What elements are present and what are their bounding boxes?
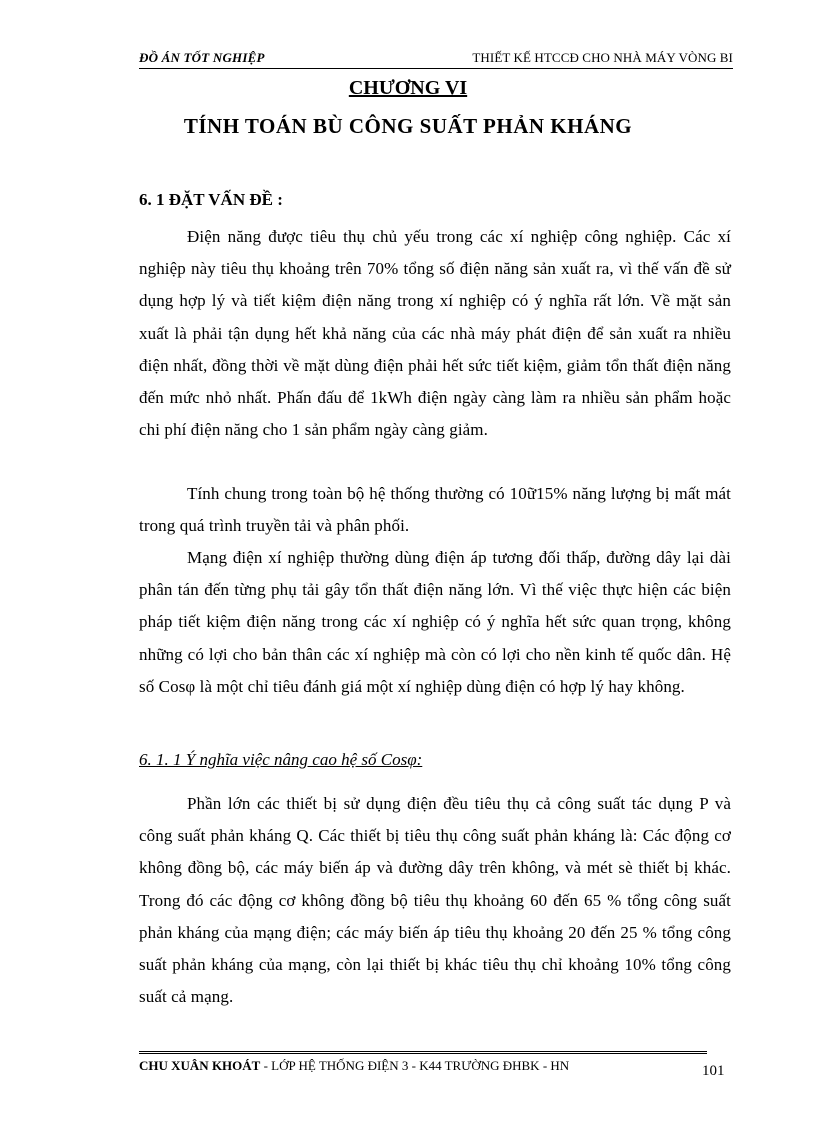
paragraph-3: Mạng điện xí nghiệp thường dùng điện áp tương đối thấp, đường dây lại dài phân tán đến từng phụ tải gây tổn thất điện năng lớn. Vì thế việc thực hiện các biện pháp tiết kiệm điện năng trong các xí nghiệp có ý nghĩa hết sức quan trọng, không những có lợi cho bản thân các xí nghiệp mà còn có lợi cho nền kinh tế quốc dân. Hệ số Cosφ là một chỉ tiêu đánh giá một xí nghiệp dùng điện có hợp lý hay không.: [139, 548, 731, 696]
paragraph-4: Phần lớn các thiết bị sử dụng điện đều tiêu thụ cả công suất tác dụng P và công suất phản kháng Q. Các thiết bị tiêu thụ công suất phản kháng là: Các động cơ không đồng bộ, các máy biến áp và đường dây trên không, và mét sè thiết bị khác. Trong đó các động cơ không đồng bộ tiêu thụ khoảng 60 đến 65 % tổng công suất phản kháng của mạng điện; các máy biến áp tiêu thụ khoảng 20 đến 25 % tổng công suất phản kháng của mạng, còn lại thiết bị khác tiêu thụ chỉ khoảng 10% tổng công suất cả mạng.: [139, 794, 731, 1007]
page-header: [139, 48, 733, 69]
header-left-title: ĐỒ ÁN TỐT NGHIỆP: [139, 50, 265, 65]
footer-author: CHU XUÂN KHOÁT: [139, 1058, 261, 1073]
page-number: 101: [702, 1063, 725, 1079]
section-heading: 6. 1 ĐẶT VẤN ĐỀ :: [139, 190, 283, 209]
header-right-title: THIẾT KẾ HTCCĐ CHO NHÀ MÁY VÒNG BI: [472, 50, 733, 65]
footer-info: - LỚP HỆ THỐNG ĐIỆN 3 - K44 TRƯỜNG ĐHBK - HN: [260, 1058, 570, 1073]
paragraph-1: Điện năng được tiêu thụ chủ yếu trong các xí nghiệp công nghiệp. Các xí nghiệp này tiêu thụ khoảng trên 70% tổng số điện năng sản xuất ra, vì thế vấn đề sử dụng hợp lý và tiết kiệm điện năng trong xí nghiệp có ý nghĩa rất lớn. Về mặt sản xuất là phải tận dụng hết khả năng của các nhà máy phát điện để sản xuất ra nhiều điện nhất, đồng thời về mặt dùng điện phải hết sức tiết kiệm, giảm tổn thất điện năng đến mức nhỏ nhất. Phấn đấu để 1kWh điện ngày càng làm ra nhiều sản phẩm hoặc chi phí điện năng cho 1 sản phẩm ngày càng giảm.: [139, 227, 731, 440]
page-footer: [139, 1058, 569, 1074]
paragraph-2: Tính chung trong toàn bộ hệ thống thường có 10ữ15% năng lượng bị mất mát trong quá trình truyền tải và phân phối.: [139, 484, 731, 536]
subsection-heading: 6. 1. 1 Ý nghĩa việc nâng cao hệ số Cosφ:: [139, 750, 423, 769]
chapter-number: CHƯƠNG VI: [348, 77, 468, 99]
footer-divider: [139, 1051, 707, 1054]
chapter-title: TÍNH TOÁN BÙ CÔNG SUẤT PHẢN KHÁNG: [183, 114, 633, 138]
